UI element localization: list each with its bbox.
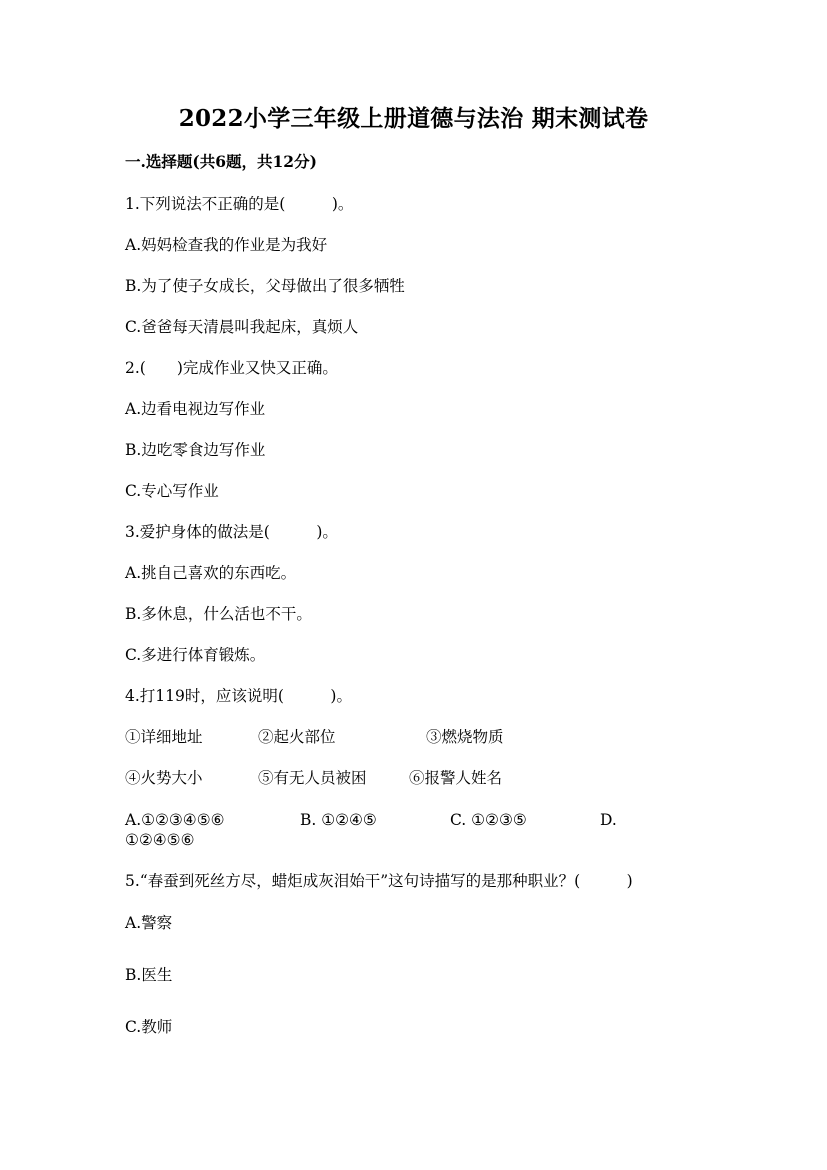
section-heading: 一.选择题(共6题，共12分) [125,152,317,171]
question-4-option-d: D. [600,811,617,829]
question-3-stem: 3.爱护身体的做法是( )。 [125,523,338,541]
question-5-option-a: A.警察 [125,914,173,932]
question-5-stem: 5.“春蚕到死丝方尽，蜡炬成灰泪始干”这句诗描写的是那种职业？( ) [125,872,633,890]
question-4-item-1: ①详细地址 [125,728,203,746]
question-4-item-3: ③燃烧物质 [426,728,504,746]
question-4-option-d-continuation: ①②④⑤⑥ [125,831,195,849]
question-3-option-b: B.多休息，什么活也不干。 [125,605,312,623]
question-3-option-a: A.挑自己喜欢的东西吃。 [125,564,297,582]
page-title: 2022小学三年级上册道德与法治 期末测试卷 [178,105,649,132]
question-1-option-b: B.为了使子女成长，父母做出了很多牺牲 [125,277,405,295]
question-5-option-c: C.教师 [125,1018,173,1036]
question-4-item-6: ⑥报警人姓名 [409,769,503,787]
question-1-option-c: C.爸爸每天清晨叫我起床，真烦人 [125,318,359,336]
question-4-stem: 4.打119时，应该说明( )。 [125,687,352,705]
question-4-option-a: A.①②③④⑤⑥ [125,811,225,829]
question-2-option-c: C.专心写作业 [125,482,219,500]
question-4-item-5: ⑤有无人员被困 [258,769,367,787]
question-4-item-2: ②起火部位 [258,728,336,746]
question-1-option-a: A.妈妈检查我的作业是为我好 [125,236,328,254]
question-5-option-b: B.医生 [125,966,173,984]
question-4-item-4: ④火势大小 [125,769,203,787]
question-3-option-c: C.多进行体育锻炼。 [125,646,266,664]
question-4-option-b: B. ①②④⑤ [300,811,377,829]
question-2-option-b: B.边吃零食边写作业 [125,441,266,459]
question-2-stem: 2.( )完成作业又快又正确。 [125,359,338,377]
question-4-option-c: C. ①②③⑤ [450,811,527,829]
question-2-option-a: A.边看电视边写作业 [125,400,266,418]
question-1-stem: 1.下列说法不正确的是( )。 [125,195,354,213]
